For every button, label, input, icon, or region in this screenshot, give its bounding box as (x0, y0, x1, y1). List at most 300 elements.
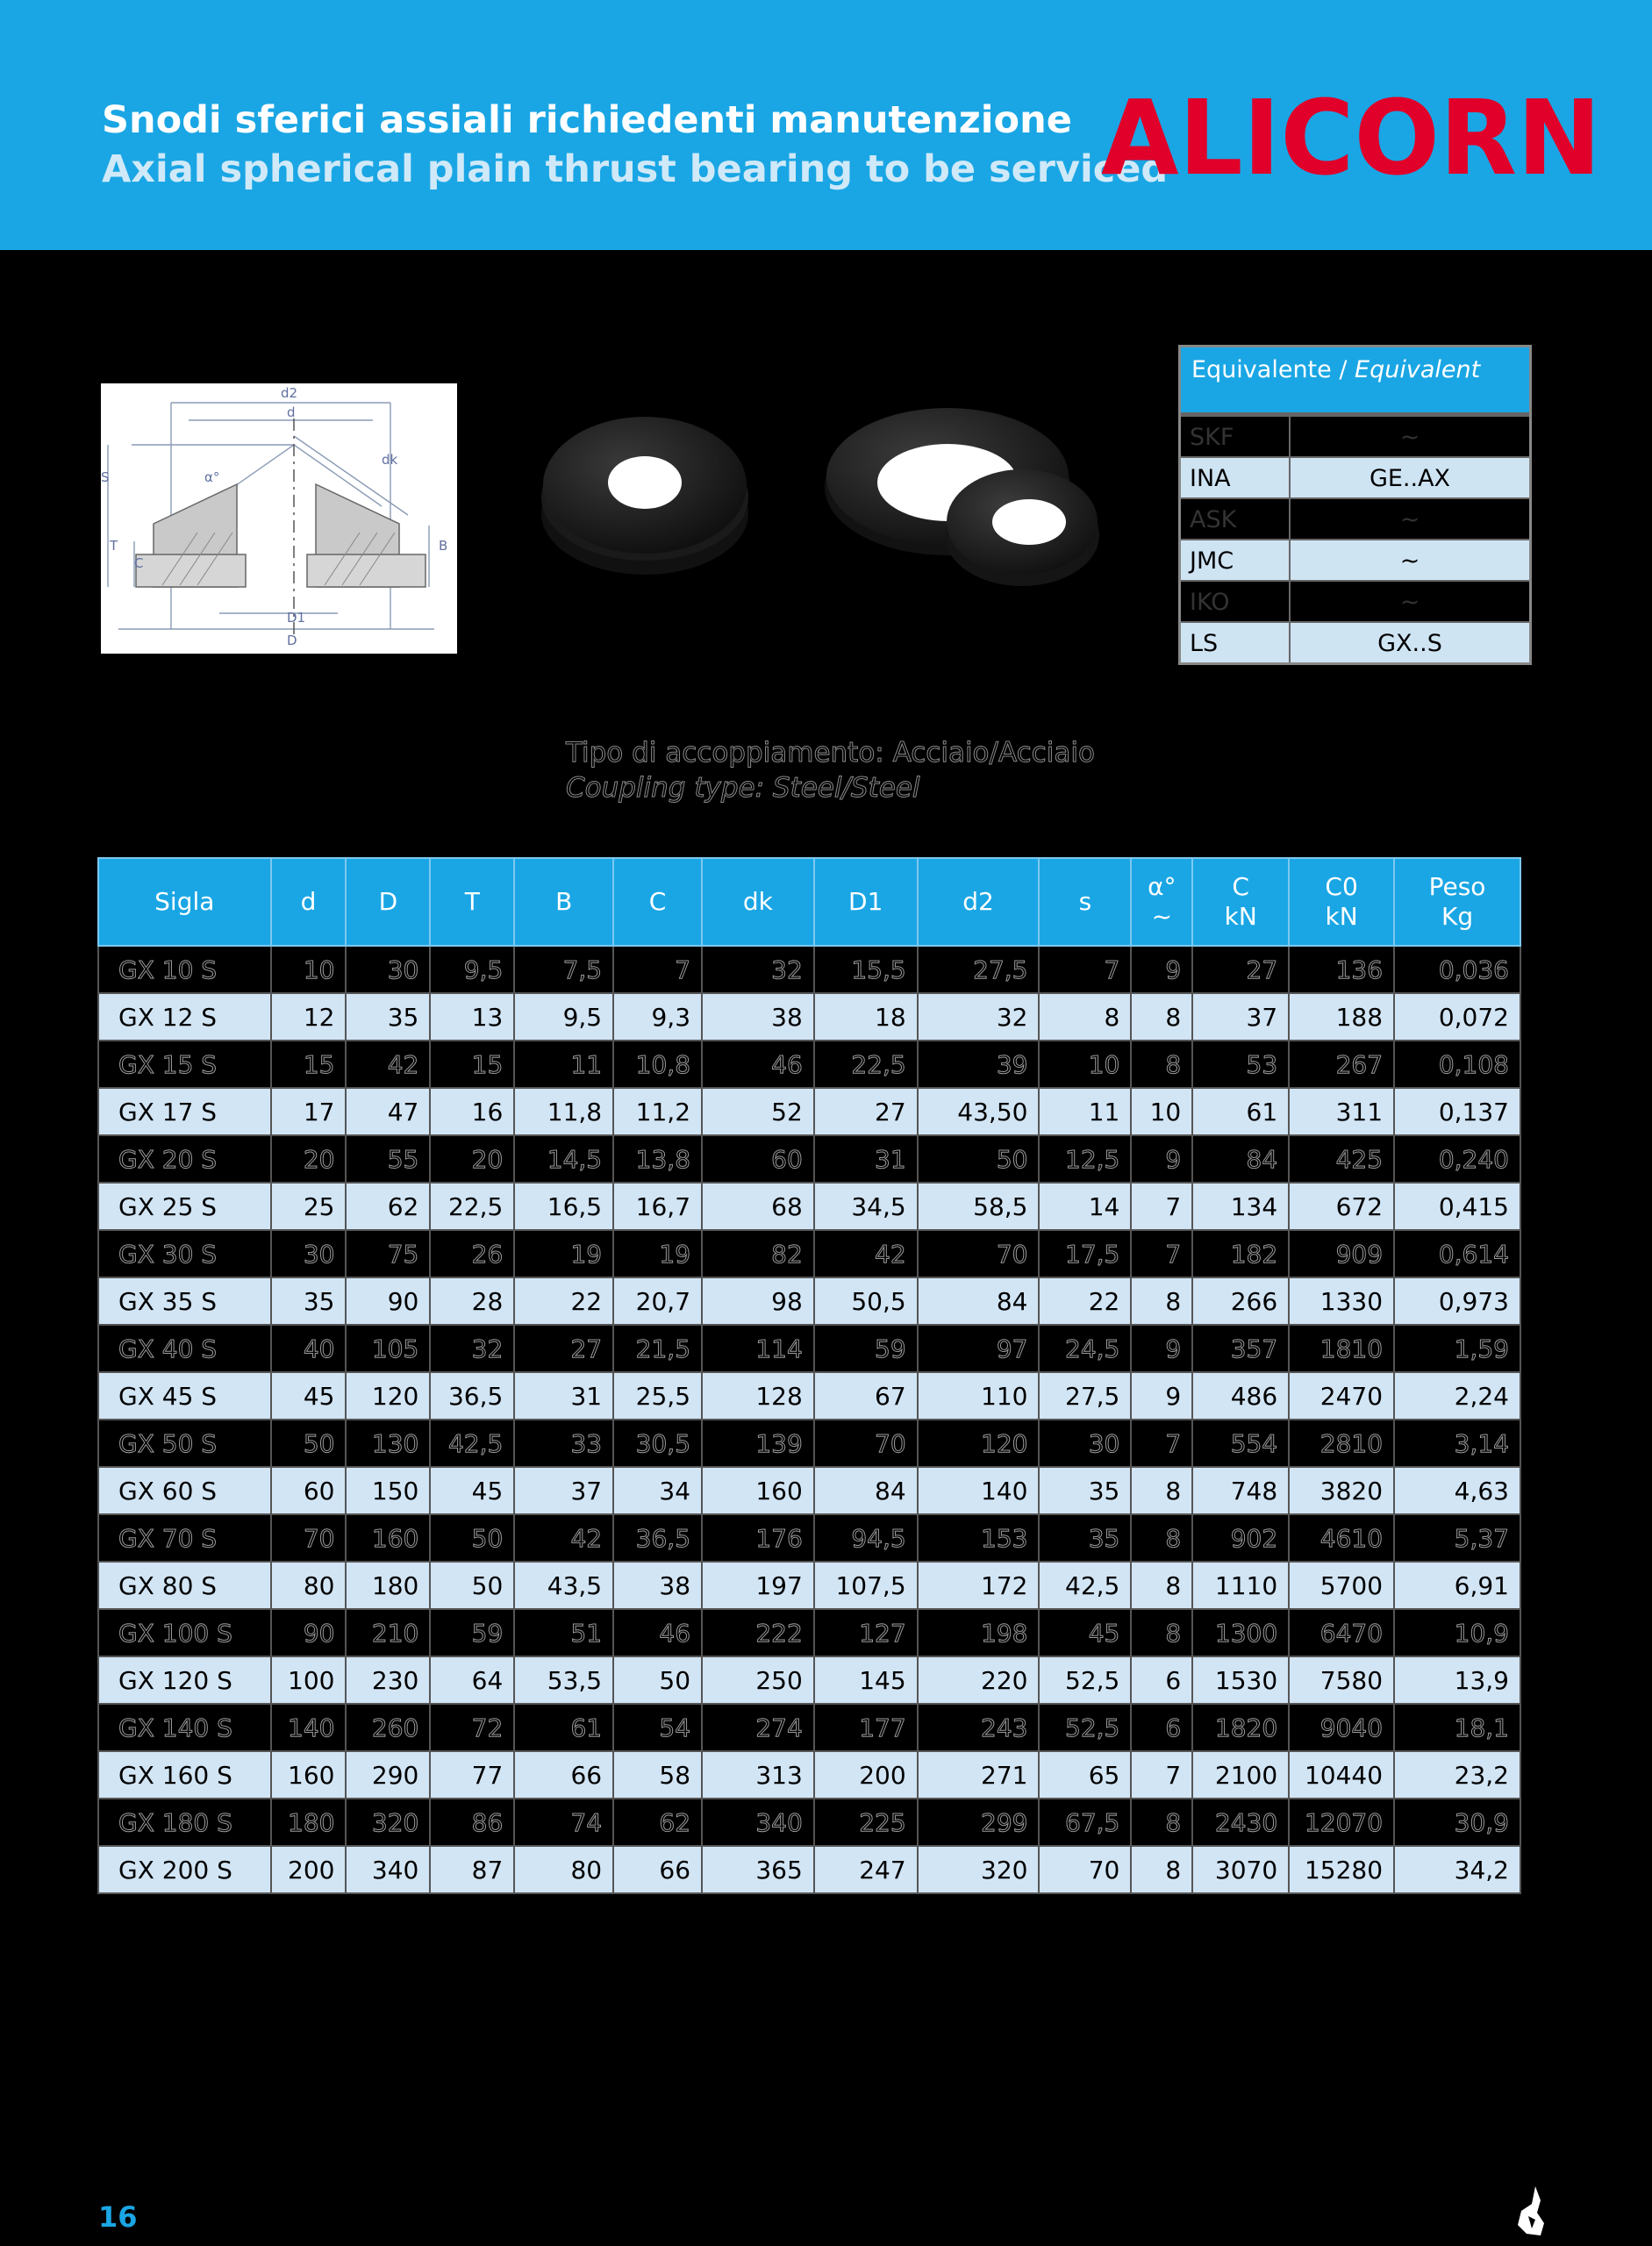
table-cell: 84 (814, 1467, 918, 1514)
table-cell: 27,5 (1039, 1372, 1131, 1420)
table-cell: 59 (814, 1325, 918, 1372)
equivalent-value: GE..AX (1369, 465, 1451, 492)
coupling-type (566, 735, 1095, 805)
equivalents-heading-italic: Equivalent (1355, 356, 1481, 383)
table-cell: 274 (702, 1704, 814, 1751)
table-cell: 0,614 (1394, 1230, 1520, 1277)
table-cell: 7 (1039, 946, 1131, 993)
table-cell: 30,5 (613, 1420, 702, 1467)
label-D: D (287, 633, 297, 648)
column-header-unit: kN (1325, 902, 1358, 931)
table-cell: 55 (346, 1135, 430, 1183)
column-header-label: C (1232, 872, 1249, 901)
bearing-code-cell: GX 35 S (98, 1277, 271, 1325)
table-cell: 10 (1039, 1041, 1131, 1088)
unicorn-mark-icon (1509, 2185, 1553, 2237)
bearing-code-cell: GX 120 S (98, 1656, 271, 1704)
column-header (1039, 858, 1131, 946)
table-cell: 90 (346, 1277, 430, 1325)
table-cell: 1530 (1192, 1656, 1289, 1704)
equivalent-brand: LS (1181, 623, 1291, 662)
table-cell: 35 (1039, 1514, 1131, 1562)
table-cell: 30 (346, 946, 430, 993)
table-cell: 8 (1131, 1562, 1192, 1609)
table-header-row (98, 858, 1520, 946)
column-header (98, 858, 271, 946)
table-cell: 17 (271, 1088, 347, 1135)
table-cell: 136 (1289, 946, 1394, 993)
equivalent-row (1181, 456, 1529, 497)
equivalents-heading (1181, 347, 1529, 415)
table-row (98, 1467, 1520, 1514)
column-header-label: D1 (848, 887, 883, 916)
table-cell: 340 (346, 1846, 430, 1893)
table-cell: 13 (430, 993, 514, 1041)
table-cell: 65 (1039, 1751, 1131, 1799)
table-cell: 77 (430, 1751, 514, 1799)
table-row (98, 1704, 1520, 1751)
column-header-label: d2 (962, 887, 994, 916)
equivalent-row (1181, 497, 1529, 539)
svg-text:ALICORN: ALICORN (1101, 88, 1601, 184)
equivalents-heading-label: Equivalente / (1191, 356, 1355, 383)
table-cell: 1110 (1192, 1562, 1289, 1609)
table-cell: 82 (702, 1230, 814, 1277)
table-cell: 140 (271, 1704, 347, 1751)
table-cell: 42,5 (430, 1420, 514, 1467)
table-cell: 198 (918, 1609, 1040, 1656)
table-body (98, 946, 1520, 1893)
table-cell: 26 (430, 1230, 514, 1277)
table-cell: 37 (1192, 993, 1289, 1041)
bearing-code-cell: GX 160 S (98, 1751, 271, 1799)
table-cell: 50 (271, 1420, 347, 1467)
table-cell: 0,973 (1394, 1277, 1520, 1325)
table-cell: 110 (918, 1372, 1040, 1420)
table-cell: 51 (514, 1609, 613, 1656)
table-cell: 19 (514, 1230, 613, 1277)
column-header-label: d (300, 887, 317, 916)
column-header-label: Peso (1428, 872, 1486, 901)
table-cell: 134 (1192, 1183, 1289, 1230)
table-cell: 43,5 (514, 1562, 613, 1609)
table-cell: 15 (430, 1041, 514, 1088)
table-cell: 7580 (1289, 1656, 1394, 1704)
label-b: B (439, 538, 448, 554)
table-row (98, 1609, 1520, 1656)
equivalent-row (1181, 621, 1529, 662)
bearing-dimensions-table (97, 857, 1521, 1894)
table-cell: 4,63 (1394, 1467, 1520, 1514)
table-cell: 20 (430, 1135, 514, 1183)
table-cell: 290 (346, 1751, 430, 1799)
bearing-code-cell: GX 70 S (98, 1514, 271, 1562)
table-cell: 12070 (1289, 1799, 1394, 1846)
label-dk: dk (382, 452, 398, 468)
table-cell: 340 (702, 1799, 814, 1846)
table-cell: 250 (702, 1656, 814, 1704)
table-cell: 14 (1039, 1183, 1131, 1230)
table-row (98, 1799, 1520, 1846)
table-cell: 120 (918, 1420, 1040, 1467)
table-cell: 6 (1131, 1704, 1192, 1751)
table-cell: 107,5 (814, 1562, 918, 1609)
table-cell: 50 (430, 1514, 514, 1562)
table-cell: 9 (1131, 946, 1192, 993)
table-cell: 6,91 (1394, 1562, 1520, 1609)
column-header (1192, 858, 1289, 946)
table-cell: 27 (1192, 946, 1289, 993)
table-cell: 42 (346, 1041, 430, 1088)
table-cell: 0,137 (1394, 1088, 1520, 1135)
table-cell: 70 (1039, 1846, 1131, 1893)
table-cell: 75 (346, 1230, 430, 1277)
table-row (98, 1514, 1520, 1562)
bearing-code-cell: GX 17 S (98, 1088, 271, 1135)
table-cell: 1300 (1192, 1609, 1289, 1656)
table-cell: 13,8 (613, 1135, 702, 1183)
table-cell: 80 (514, 1846, 613, 1893)
table-cell: 27 (814, 1088, 918, 1135)
table-cell: 909 (1289, 1230, 1394, 1277)
table-cell: 64 (430, 1656, 514, 1704)
equivalent-brand: SKF (1181, 417, 1291, 456)
table-cell: 266 (1192, 1277, 1289, 1325)
table-cell: 42 (814, 1230, 918, 1277)
table-cell: 46 (613, 1609, 702, 1656)
label-t: T (110, 538, 118, 554)
table-cell: 7 (613, 946, 702, 993)
table-cell: 130 (346, 1420, 430, 1467)
table-cell: 18,1 (1394, 1704, 1520, 1751)
label-s: S (101, 469, 110, 485)
column-header-label: C (648, 887, 667, 916)
table-cell: 16,7 (613, 1183, 702, 1230)
table-cell: 66 (613, 1846, 702, 1893)
table-cell: 2470 (1289, 1372, 1394, 1420)
table-cell: 180 (271, 1799, 347, 1846)
table-cell: 22,5 (430, 1183, 514, 1230)
table-cell: 486 (1192, 1372, 1289, 1420)
table-cell: 0,072 (1394, 993, 1520, 1041)
column-header-label: D (378, 887, 398, 916)
bearing-code-cell: GX 140 S (98, 1704, 271, 1751)
table-cell: 17,5 (1039, 1230, 1131, 1277)
table-cell: 7 (1131, 1183, 1192, 1230)
table-row (98, 993, 1520, 1041)
table-cell: 61 (1192, 1088, 1289, 1135)
table-cell: 36,5 (613, 1514, 702, 1562)
bearing-code-cell: GX 80 S (98, 1562, 271, 1609)
table-cell: 365 (702, 1846, 814, 1893)
table-cell: 15 (271, 1041, 347, 1088)
table-cell: 3,14 (1394, 1420, 1520, 1467)
table-cell: 160 (271, 1751, 347, 1799)
table-cell: 127 (814, 1609, 918, 1656)
table-cell: 35 (1039, 1467, 1131, 1514)
table-cell: 42,5 (1039, 1562, 1131, 1609)
table-cell: 10440 (1289, 1751, 1394, 1799)
table-row (98, 1230, 1520, 1277)
table-cell: 80 (271, 1562, 347, 1609)
table-cell: 20,7 (613, 1277, 702, 1325)
table-cell: 267 (1289, 1041, 1394, 1088)
table-cell: 22 (1039, 1277, 1131, 1325)
table-cell: 30 (1039, 1420, 1131, 1467)
table-row (98, 1135, 1520, 1183)
table-cell: 50 (918, 1135, 1040, 1183)
table-cell: 7 (1131, 1230, 1192, 1277)
table-cell: 128 (702, 1372, 814, 1420)
equivalent-value: ~ (1399, 506, 1420, 533)
table-cell: 40 (271, 1325, 347, 1372)
table-cell: 6470 (1289, 1609, 1394, 1656)
table-cell: 12 (271, 993, 347, 1041)
table-cell: 33 (514, 1420, 613, 1467)
column-header (1131, 858, 1192, 946)
table-cell: 145 (814, 1656, 918, 1704)
table-cell: 8 (1131, 993, 1192, 1041)
table-cell: 9,5 (514, 993, 613, 1041)
table-cell: 27,5 (918, 946, 1040, 993)
table-cell: 19 (613, 1230, 702, 1277)
coupling-type-english: Coupling type: Steel/Steel (566, 772, 920, 804)
table-cell: 357 (1192, 1325, 1289, 1372)
table-cell: 200 (271, 1846, 347, 1893)
equivalent-value: ~ (1399, 547, 1420, 575)
table-cell: 8 (1131, 1041, 1192, 1088)
bearing-code-cell: GX 40 S (98, 1325, 271, 1372)
table-cell: 8 (1039, 993, 1131, 1041)
table-cell: 61 (514, 1704, 613, 1751)
bearing-code-cell: GX 15 S (98, 1041, 271, 1088)
table-cell: 31 (514, 1372, 613, 1420)
table-cell: 34 (613, 1467, 702, 1514)
bearing-code-cell: GX 200 S (98, 1846, 271, 1893)
table-cell: 15280 (1289, 1846, 1394, 1893)
column-header-label: Sigla (154, 887, 215, 916)
table-cell: 20 (271, 1135, 347, 1183)
equivalent-brand: IKO (1181, 582, 1291, 621)
table-row (98, 1088, 1520, 1135)
table-cell: 150 (346, 1467, 430, 1514)
table-cell: 2430 (1192, 1799, 1289, 1846)
equivalent-brand: INA (1181, 458, 1291, 497)
table-cell: 39 (918, 1041, 1040, 1088)
column-header-label: T (464, 887, 480, 916)
header-band (0, 0, 1652, 250)
table-cell: 14,5 (514, 1135, 613, 1183)
equivalent-value: ~ (1399, 424, 1420, 451)
column-header-unit: ~ (1151, 902, 1173, 931)
table-cell: 6 (1131, 1656, 1192, 1704)
column-header-unit: Kg (1441, 902, 1474, 931)
table-cell: 1,59 (1394, 1325, 1520, 1372)
table-cell: 320 (918, 1846, 1040, 1893)
bearing-code-cell: GX 45 S (98, 1372, 271, 1420)
table-row (98, 1751, 1520, 1799)
table-cell: 4610 (1289, 1514, 1394, 1562)
bearing-code-cell: GX 100 S (98, 1609, 271, 1656)
table-cell: 7,5 (514, 946, 613, 993)
table-cell: 30,9 (1394, 1799, 1520, 1846)
column-header (918, 858, 1040, 946)
table-cell: 197 (702, 1562, 814, 1609)
table-cell: 32 (918, 993, 1040, 1041)
table-cell: 105 (346, 1325, 430, 1372)
table-cell: 47 (346, 1088, 430, 1135)
table-cell: 45 (271, 1372, 347, 1420)
table-cell: 7 (1131, 1751, 1192, 1799)
table-cell: 320 (346, 1799, 430, 1846)
table-row (98, 1041, 1520, 1088)
bearing-photo-assembled (535, 399, 754, 583)
table-cell: 3820 (1289, 1467, 1394, 1514)
table-cell: 22,5 (814, 1041, 918, 1088)
table-cell: 9 (1131, 1372, 1192, 1420)
table-cell: 97 (918, 1325, 1040, 1372)
table-cell: 0,108 (1394, 1041, 1520, 1088)
column-header (613, 858, 702, 946)
table-cell: 18 (814, 993, 918, 1041)
table-cell: 50 (613, 1656, 702, 1704)
table-cell: 32 (702, 946, 814, 993)
table-cell: 210 (346, 1609, 430, 1656)
table-cell: 67 (814, 1372, 918, 1420)
table-cell: 11,8 (514, 1088, 613, 1135)
table-row (98, 946, 1520, 993)
table-cell: 153 (918, 1514, 1040, 1562)
page-number: 16 (98, 2200, 138, 2234)
table-cell: 32 (430, 1325, 514, 1372)
table-row (98, 1372, 1520, 1420)
equivalent-value: GX..S (1377, 630, 1442, 657)
table-cell: 188 (1289, 993, 1394, 1041)
table-cell: 58 (613, 1751, 702, 1799)
table-cell: 2,24 (1394, 1372, 1520, 1420)
table-cell: 311 (1289, 1088, 1394, 1135)
table-cell: 46 (702, 1041, 814, 1088)
table-cell: 45 (430, 1467, 514, 1514)
table-cell: 8 (1131, 1846, 1192, 1893)
table-cell: 10,9 (1394, 1609, 1520, 1656)
table-cell: 45 (1039, 1609, 1131, 1656)
technical-drawing (101, 383, 457, 654)
table-row (98, 1846, 1520, 1893)
table-cell: 11,2 (613, 1088, 702, 1135)
table-cell: 72 (430, 1704, 514, 1751)
bearing-code-cell: GX 20 S (98, 1135, 271, 1183)
table-cell: 172 (918, 1562, 1040, 1609)
label-alpha: α° (204, 469, 220, 485)
table-cell: 10,8 (613, 1041, 702, 1088)
table-cell: 70 (271, 1514, 347, 1562)
table-cell: 247 (814, 1846, 918, 1893)
table-cell: 43,50 (918, 1088, 1040, 1135)
table-cell: 58,5 (918, 1183, 1040, 1230)
equivalents-table (1178, 345, 1532, 665)
column-header (1394, 858, 1520, 946)
table-cell: 68 (702, 1183, 814, 1230)
table-cell: 672 (1289, 1183, 1394, 1230)
bearing-code-cell: GX 180 S (98, 1799, 271, 1846)
table-cell: 16,5 (514, 1183, 613, 1230)
table-cell: 74 (514, 1799, 613, 1846)
bearing-code-cell: GX 25 S (98, 1183, 271, 1230)
table-cell: 260 (346, 1704, 430, 1751)
bearing-code-cell: GX 30 S (98, 1230, 271, 1277)
table-cell: 37 (514, 1467, 613, 1514)
label-d: d (287, 404, 296, 420)
table-cell: 160 (346, 1514, 430, 1562)
table-cell: 59 (430, 1609, 514, 1656)
table-cell: 50 (430, 1562, 514, 1609)
table-cell: 425 (1289, 1135, 1394, 1183)
table-cell: 15,5 (814, 946, 918, 993)
table-cell: 1810 (1289, 1325, 1394, 1372)
table-cell: 60 (702, 1135, 814, 1183)
table-cell: 220 (918, 1656, 1040, 1704)
table-cell: 23,2 (1394, 1751, 1520, 1799)
table-cell: 225 (814, 1799, 918, 1846)
table-cell: 114 (702, 1325, 814, 1372)
label-d2: d2 (281, 385, 298, 401)
column-header (1289, 858, 1394, 946)
table-cell: 13,9 (1394, 1656, 1520, 1704)
table-cell: 35 (271, 1277, 347, 1325)
table-cell: 200 (814, 1751, 918, 1799)
equivalent-brand: ASK (1181, 499, 1291, 539)
table-cell: 9040 (1289, 1704, 1394, 1751)
table-cell: 24,5 (1039, 1325, 1131, 1372)
table-cell: 9,5 (430, 946, 514, 993)
table-cell: 748 (1192, 1467, 1289, 1514)
table-cell: 86 (430, 1799, 514, 1846)
table-cell: 34,2 (1394, 1846, 1520, 1893)
table-cell: 35 (346, 993, 430, 1041)
table-cell: 8 (1131, 1277, 1192, 1325)
table-cell: 22 (514, 1277, 613, 1325)
table-cell: 34,5 (814, 1183, 918, 1230)
table-cell: 94,5 (814, 1514, 918, 1562)
table-cell: 98 (702, 1277, 814, 1325)
page-title-italian: Snodi sferici assiali richiedenti manutenzione (102, 98, 1072, 142)
table-cell: 0,036 (1394, 946, 1520, 993)
table-cell: 1820 (1192, 1704, 1289, 1751)
table-cell: 139 (702, 1420, 814, 1467)
table-cell: 53 (1192, 1041, 1289, 1088)
table-cell: 42 (514, 1514, 613, 1562)
table-cell: 0,415 (1394, 1183, 1520, 1230)
table-cell: 70 (918, 1230, 1040, 1277)
table-cell: 52,5 (1039, 1656, 1131, 1704)
table-cell: 90 (271, 1609, 347, 1656)
table-cell: 53,5 (514, 1656, 613, 1704)
table-cell: 554 (1192, 1420, 1289, 1467)
table-row (98, 1325, 1520, 1372)
column-header-unit: kN (1224, 902, 1257, 931)
table-cell: 12,5 (1039, 1135, 1131, 1183)
table-cell: 84 (1192, 1135, 1289, 1183)
table-cell: 27 (514, 1325, 613, 1372)
table-cell: 177 (814, 1704, 918, 1751)
table-cell: 140 (918, 1467, 1040, 1514)
table-cell: 25 (271, 1183, 347, 1230)
column-header-label: B (555, 887, 573, 916)
table-cell: 16 (430, 1088, 514, 1135)
bearing-code-cell: GX 10 S (98, 946, 271, 993)
label-d1: D1 (287, 610, 306, 626)
